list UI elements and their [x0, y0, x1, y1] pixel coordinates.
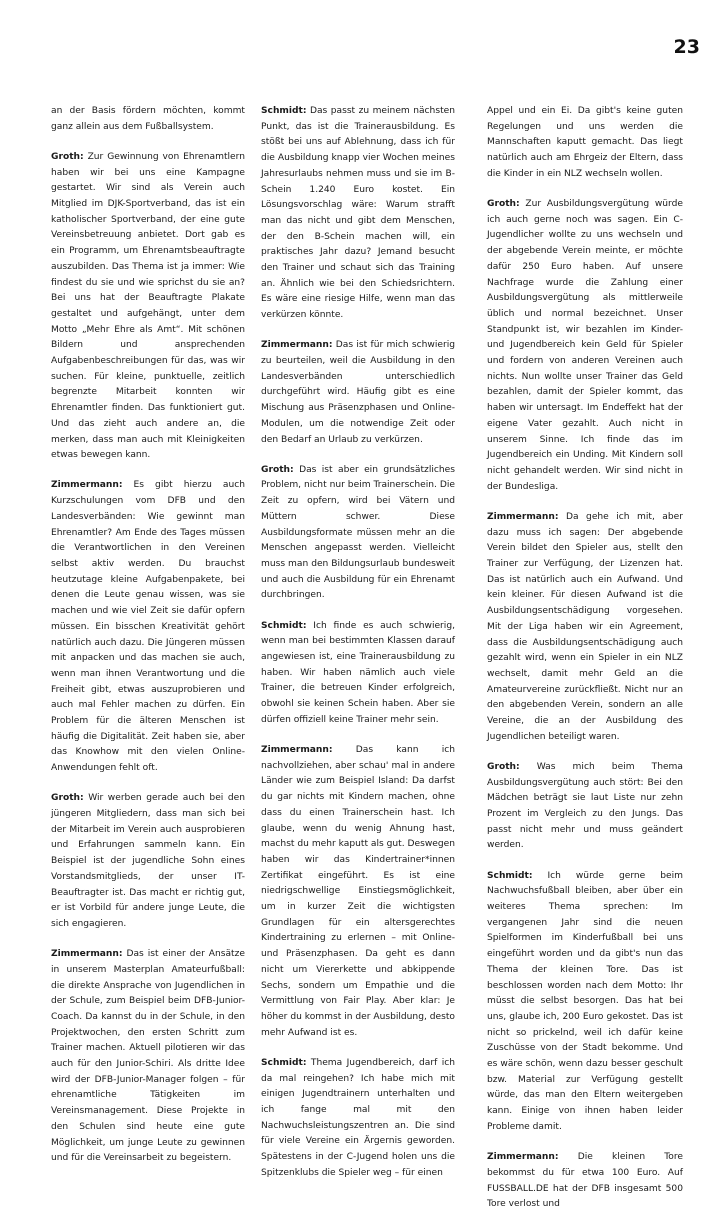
speaker-name: Zimmermann:	[487, 511, 559, 522]
interview-paragraph	[487, 510, 683, 746]
interview-paragraph	[487, 760, 683, 854]
paragraph-text: Das ist aber ein grundsätzliches Problem, nicht nur beim Trainerschein. Die Zeit zu opfern, wird bei Vätern und Müttern schwer. Diese Ausbildungsformate müssen mehr an die Menschen angepasst werden. Vielleicht muss man den Bildungsurlaub bundesweit und auch die Ausbildung für ein Ehrenamt durchbringen.	[261, 464, 455, 601]
interview-paragraph	[261, 338, 455, 448]
speaker-name: Schmidt:	[261, 106, 307, 116]
paragraph-text: Das kann ich nachvollziehen, aber schau' mal in andere Länder wie zum Beispiel Island: Da darfst du gar nichts mit Kindern machen, ohne dass du einen Trainerschein hast. Ich glaube, wenn du wenig Ahnung hast, machst du mehr kaputt als gut. Deswegen haben wir das Kindertrainer*innen Zertifikat eingeführt. Es ist eine niedrigschwellige Einstiegsmöglichkeit, um in kurzer Zeit die wichtigsten Grundlagen für ein altersgerechtes Kindertraining zu erlernen – mit Online- und Präsenzphasen. Da geht es dann nicht um Viererkette und abkippende Sechs, sondern um Empathie und die Vermittlung von Fair Play. Aber klar: Je höher du kommst in der Ausbildung, desto mehr Aufwand ist es.	[261, 745, 456, 1038]
paragraph-text: Thema Jugendbereich, darf ich da mal reingehen? Ich habe mich mit einigen Jugendtrainern unterhalten und ich fange mal mit den Nachwuchsleistungszentren an. Die sind für viele Vereine ein Ärgernis geworden. Spätestens in der C-Jugend holen uns die Spitzenklubs die Spieler weg – für einen	[261, 1057, 455, 1178]
speaker-name: Groth:	[261, 464, 294, 475]
speaker-name: Zimmermann:	[51, 949, 123, 960]
paragraph-text: Zur Ausbildungsvergütung würde ich auch gerne noch was sagen. Ein C-Jugendlicher wollte zu uns wechseln und der abgebende Verein meinte, er möchte dafür 250 Euro haben. Auf unsere Nachfrage wurde die Zahlung einer Ausbildungsvergütung als mittlerweile üblich und normal bezeichnet. Unser Standpunkt ist, wir bezahlen im Kinder- und Jugendbereich kein Geld für Spieler und fordern von anderen Vereinen auch nichts. Nun wollte unser Trainer das Geld bezahlen, damit der Spieler kommt, das haben wir untersagt. Im Endeffekt hat der eigene Vater gezahlt. Auch nicht in unserem Sinne. Ich finde das im Jugendbereich ein Unding. Mit Kindern soll nicht gehandelt werden. Wir sind nicht in der Bundesliga.	[487, 199, 683, 492]
paragraph-text: Wir werben gerade auch bei den jüngeren Mitgliedern, dass man sich bei der Mitarbeit im Verein auch ausprobieren und Erfahrungen sammeln kann. Ein Beispiel ist der jugendliche Sohn eines Vorstandsmitglieds, der unser IT-Beauftragter ist. Das macht er richtig gut, er ist Vorbild für andere junge Leute, die sich engagieren.	[51, 793, 245, 929]
speaker-name: Zimmermann:	[487, 1152, 559, 1163]
text-column-3	[487, 104, 683, 1213]
paragraph-text: Appel und ein Ei. Da gibt's keine guten Regelungen und uns werden die Mannschaften kaputt gemacht. Das liegt natürlich auch am Ehrgeiz der Eltern, dass die Kinder in ein NLZ wechseln wollen.	[487, 106, 683, 179]
paragraph-text: Das ist für mich schwierig zu beurteilen, weil die Ausbildung in den Landesverbänden unterschiedlich durchgeführt wird. Häufig gibt es eine Mischung aus Präsenzphasen und Online-Modulen, um die notwendige Zeit oder den Bedarf an Urlaub zu verkürzen.	[261, 340, 455, 445]
interview-paragraph	[51, 791, 245, 932]
interview-paragraph	[261, 743, 455, 1041]
text-column-2	[261, 104, 455, 1182]
interview-paragraph	[487, 869, 683, 1136]
speaker-name: Zimmermann:	[261, 340, 333, 351]
interview-paragraph	[51, 478, 245, 776]
speaker-name: Groth:	[487, 199, 520, 210]
speaker-name: Groth:	[51, 793, 84, 804]
interview-paragraph	[261, 104, 455, 324]
speaker-name: Groth:	[487, 761, 520, 772]
speaker-name: Zimmermann:	[261, 745, 333, 756]
text-column-1	[51, 104, 245, 1167]
paragraph-text: Es gibt hierzu auch Kurzschulungen vom DFB und den Landesverbänden: Wie gewinnt man Ehrenamtler? Am Ende des Tages müssen die Verantwortlichen in den Vereinen selbst aktiv werden. Du brauchst heutzutage kleine Aufgabenpakete, bei denen die Leute genau wissen, was sie machen und wie viel Zeit sie dafür opfern müssen. Ein bisschen Kreativität gehört natürlich auch dazu. Die Jüngeren müssen mit anpacken und das machen sie auch, wenn man ihnen Verantwortung und die Freiheit gibt, etwas auszuprobieren und auch mal Fehler machen zu dürfen. Ein Problem für die älteren Menschen ist häufig die Digitalität. Zeit haben sie, aber das Knowhow mit den vielen Online-Anwendungen fehlt oft.	[51, 480, 245, 774]
speaker-name: Groth:	[51, 151, 84, 162]
interview-paragraph	[51, 947, 245, 1167]
interview-paragraph	[487, 104, 683, 183]
article-body	[51, 104, 683, 1210]
interview-paragraph	[261, 619, 455, 729]
paragraph-text: Die kleinen Tore bekommst du für etwa 100 Euro. Auf FUSSBALL.DE hat der DFB insgesamt 500 Tore verlost und	[487, 1152, 683, 1210]
paragraph-text: Was mich beim Thema Ausbildungsvergütung auch stört: Bei den Mädchen beträgt sie laut Liste nur zehn Prozent im Vergleich zu den Jungs. Das passt nicht mehr und muss geändert werden.	[487, 761, 683, 851]
paragraph-text: Das ist einer der Ansätze in unserem Masterplan Amateurfußball: die direkte Ansprache von Jugendlichen in der Schule, zum Beispiel beim DFB-Junior-Coach. Da kannst du in der Schule, in den Projektwochen, den ersten Schritt zum Trainer machen. Aktuell pilotieren wir das auch für den Junior-Schiri. Als dritte Idee wird der DFB-Junior-Manager folgen – für ehrenamtliche Tätigkeiten im Vereinsmanagement. Diese Projekte in den Schulen sind heute eine gute Möglichkeit, um junge Leute zu gewinnen und für die Vereinsarbeit zu begeistern.	[51, 949, 245, 1164]
speaker-name: Schmidt:	[261, 1057, 307, 1068]
paragraph-text: Das passt zu meinem nächsten Punkt, das ist die Trainerausbildung. Es stößt bei uns auf Ablehnung, dass ich für die Ausbildung knapp vier Wochen meines Jahresurlaubs nehmen muss und sie im B-Schein 1.240 Euro kostet. Ein Lösungsvorschlag wäre: Warum strafft man das nicht und gibt dem Menschen, der den B-Schein machen will, ein praktisches Jahr dazu? Jemand besucht den Trainer und schaut sich das Training an. Ähnlich wie bei den Schiedsrichtern. Es wäre eine riesige Hilfe, wenn man das verkürzen könnte.	[261, 106, 455, 321]
paragraph-text: an der Basis fördern möchten, kommt ganz allein aus dem Fußballsystem.	[51, 106, 245, 132]
interview-paragraph	[51, 104, 245, 135]
interview-paragraph	[487, 197, 683, 495]
paragraph-text: Zur Gewinnung von Ehrenamtlern haben wir bei uns eine Kampagne gestartet. Wir sind als Verein auch Mitglied im DJK-Sportverband, das ist ein katholischer Sportverband, der eine gute Vereinsbetreuung anbietet. Dort gab es ein Programm, um Ehrenamtsbeauftragte auszubilden. Das Thema ist ja immer: Wie findest du sie und wie sprichst du sie an? Bei uns hat der Beauftragte Plakate gestaltet und aufgehängt, unter dem Motto „Mehr Ehre als Amt“. Mit schönen Bildern und ansprechenden Aufgabenbeschreibungen für das, was wir suchen. Für kleine, punktuelle, zeitlich begrenzte Mitarbeit konnten wir Ehrenamtler finden. Das funktioniert gut. Und das zieht auch andere an, die merken, dass man auch mit Kleinigkeiten etwas bewegen kann.	[51, 151, 245, 461]
interview-paragraph	[261, 1056, 455, 1182]
speaker-name: Schmidt:	[261, 620, 307, 631]
speaker-name: Schmidt:	[487, 870, 533, 881]
interview-paragraph	[51, 150, 245, 464]
page-number: 23	[673, 36, 700, 58]
speaker-name: Zimmermann:	[51, 480, 123, 491]
interview-paragraph	[487, 1150, 683, 1213]
interview-paragraph	[261, 463, 455, 604]
paragraph-text: Ich finde es auch schwierig, wenn man bei bestimmten Klassen darauf angewiesen ist, eine Trainerausbildung zu haben. Wir haben nämlich auch viele Trainer, die betreuen Kinder erfolgreich, obwohl sie keinen Schein haben. Aber sie dürfen offiziell keine Trainer mehr sein.	[261, 620, 455, 725]
paragraph-text: Da gehe ich mit, aber dazu muss ich sagen: Der abgebende Verein bildet den Spieler aus, stellt den Trainer zur Verfügung, der Lizenzen hat. Das ist natürlich auch ein Aufwand. Und kein kleiner. Für diesen Aufwand ist die Ausbildungsentschädigung vorgesehen. Mit der Liga haben wir ein Agreement, dass die Ausbildungsentschädigung auch gezahlt wird, wenn ein Spieler in ein NLZ wechselt, damit mehr Geld an die Amateurvereine zurückfließt. Nicht nur an den abgebenden Verein, sondern an alle Vereine, die an der Ausbildung des Jugendlichen beteiligt waren.	[487, 511, 683, 742]
paragraph-text: Ich würde gerne beim Nachwuchsfußball bleiben, aber über ein weiteres Thema sprechen: Im vergangenen Jahr sind die neuen Spielformen im Kinderfußball bei uns eingeführt worden und da gibt's nun das Thema der kleinen Tore. Das ist beschlossen worden nach dem Motto: Ihr müsst die selbst besorgen. Das hat bei uns, glaube ich, 200 Euro gekostet. Das ist nicht so prickelnd, weil ich dafür keine Zuschüsse von der Stadt bekomme. Und es wäre schön, wenn dazu besser geschult bzw. Material zur Verfügung gestellt würde, das man den Eltern weitergeben kann. Einige von ihnen haben leider Probleme damit.	[487, 870, 683, 1132]
